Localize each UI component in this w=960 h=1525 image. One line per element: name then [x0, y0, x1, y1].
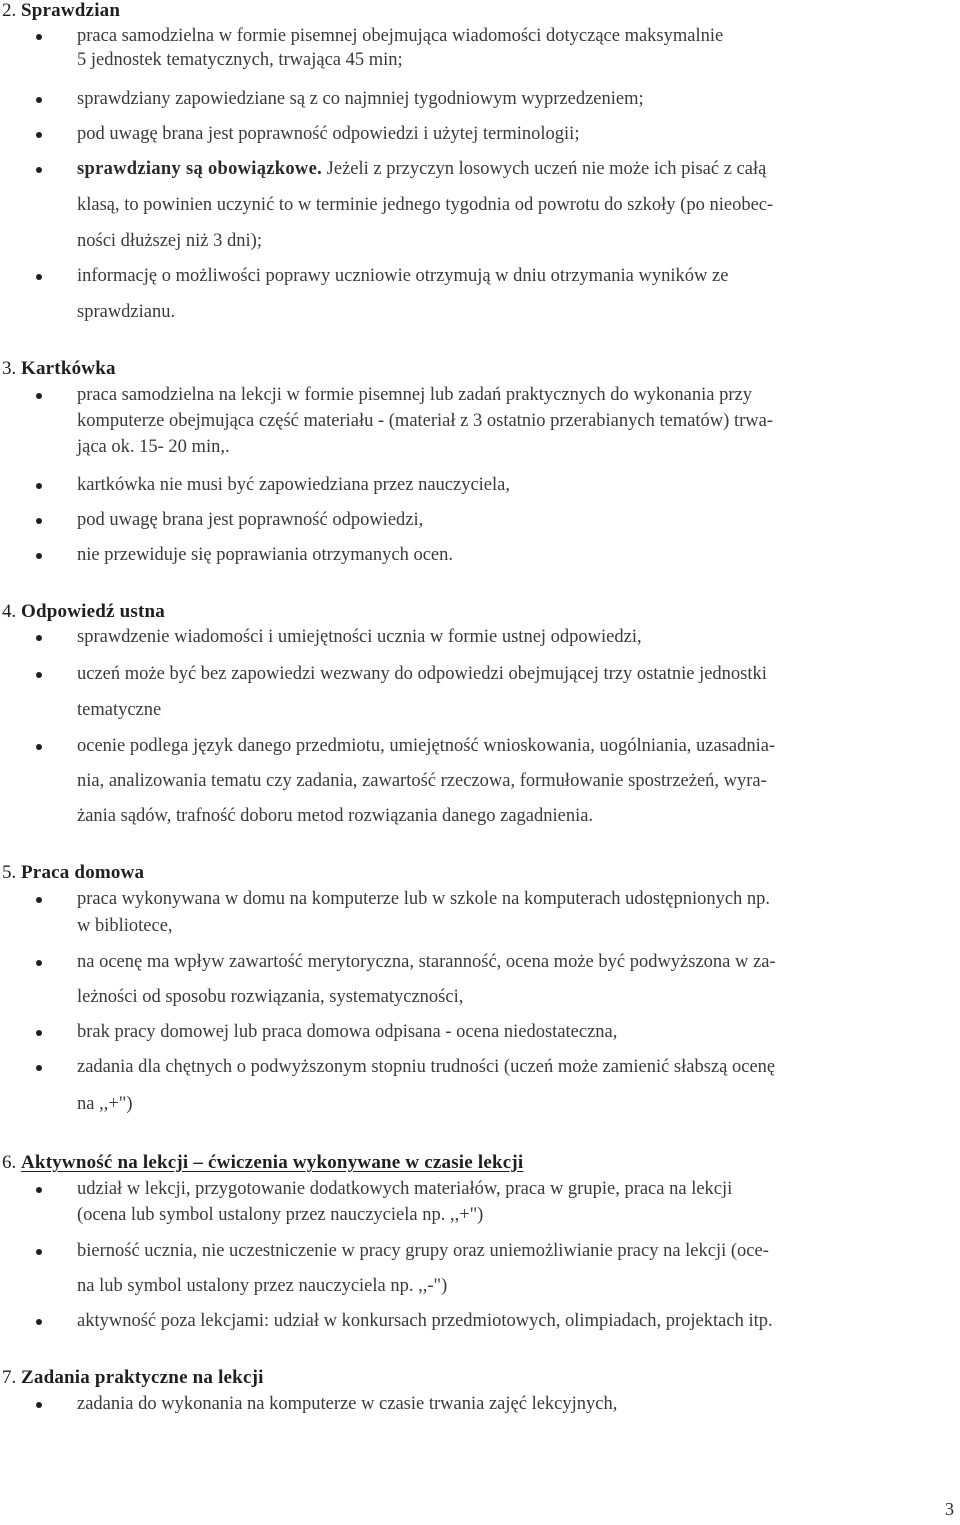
item-line: praca wykonywana w domu na komputerze lub w szkole na komputerach udostępnionych np.	[77, 889, 771, 909]
item-line: sprawdzianu.	[77, 302, 176, 322]
section-heading-zadania-praktyczne	[2, 1367, 264, 1389]
item-line: w bibliotece,	[77, 916, 173, 936]
bullet-icon	[36, 34, 42, 40]
bullet-icon	[36, 672, 42, 678]
item-line: sprawdzenie wiadomości i umiejętności ucznia w formie ustnej odpowiedzi,	[77, 627, 642, 647]
bullet-icon	[36, 553, 42, 559]
page-number: 3	[945, 1499, 954, 1519]
bullet-icon	[36, 97, 42, 103]
section-number: 5.	[2, 862, 17, 883]
bullet-icon	[36, 393, 42, 399]
section-heading-kartkowka	[2, 358, 116, 380]
item-line: kartkówka nie musi być zapowiedziana przez nauczyciela,	[77, 475, 510, 495]
bullet-icon	[36, 1030, 42, 1036]
item-line: jąca ok. 15- 20 min,.	[77, 437, 230, 457]
section-heading-praca-domowa	[2, 862, 144, 884]
bullet-icon	[36, 274, 42, 280]
item-line	[77, 159, 766, 180]
section-heading-odpowiedz-ustna	[2, 601, 165, 623]
item-line: ocenie podlega język danego przedmiotu, umiejętność wnioskowania, uogólniania, uzasadnia-	[77, 736, 776, 756]
section-number: 7.	[2, 1367, 17, 1388]
item-line: praca samodzielna na lekcji w formie pisemnej lub zadań praktycznych do wykonania przy	[77, 385, 752, 405]
item-line: tematyczne	[77, 700, 162, 720]
bullet-icon	[36, 635, 42, 641]
item-line: klasą, to powinien uczynić to w terminie jednego tygodnia od powrotu do szkoły (po nieobec-	[77, 195, 774, 215]
item-line: aktywność poza lekcjami: udział w konkursach przedmiotowych, olimpiadach, projektach itp.	[77, 1311, 773, 1331]
item-line: bierność ucznia, nie uczestniczenie w pracy grupy oraz uniemożliwianie pracy na lekcji (oce-	[77, 1241, 769, 1261]
item-line-rest: Jeżeli z przyczyn losowych uczeń nie może ich pisać z całą	[322, 159, 767, 179]
item-line: udział w lekcji, przygotowanie dodatkowych materiałów, praca w grupie, praca na lekcji	[77, 1179, 733, 1199]
item-line: na lub symbol ustalony przez nauczyciela np. ,,-")	[77, 1276, 448, 1296]
section-title: Kartkówka	[21, 358, 116, 379]
bullet-icon	[36, 1402, 42, 1408]
item-line: uczeń może być bez zapowiedzi wezwany do odpowiedzi obejmującej trzy ostatnie jednostki	[77, 664, 767, 684]
section-number: 3.	[2, 358, 17, 379]
bullet-icon	[36, 960, 42, 966]
item-line: nie przewiduje się poprawiania otrzymanych ocen.	[77, 545, 454, 565]
bold-lead: sprawdziany są obowiązkowe.	[77, 159, 323, 179]
item-line: pod uwagę brana jest poprawność odpowiedzi,	[77, 510, 424, 530]
section-number: 2.	[2, 0, 17, 21]
bullet-icon	[36, 167, 42, 173]
item-line: komputerze obejmująca część materiału - (materiał z 3 ostatnio przerabianych tematów) trwa-	[77, 411, 773, 431]
bullet-icon	[36, 897, 42, 903]
item-line: sprawdziany zapowiedziane są z co najmniej tygodniowym wyprzedzeniem;	[77, 89, 644, 109]
section-title: Odpowiedź ustna	[21, 601, 165, 622]
section-heading-aktywnosc	[2, 1152, 523, 1174]
item-line: nia, analizowania tematu czy zadania, zawartość rzeczowa, formułowanie spostrzeżeń, wyra-	[77, 771, 767, 791]
bullet-icon	[36, 1065, 42, 1071]
bullet-icon	[36, 1319, 42, 1325]
item-line: zadania dla chętnych o podwyższonym stopniu trudności (uczeń może zamienić słabszą ocenę	[77, 1057, 776, 1077]
section-number: 4.	[2, 601, 17, 622]
section-title: Sprawdzian	[21, 0, 121, 21]
item-line: praca samodzielna w formie pisemnej obejmująca wiadomości dotyczące maksymalnie	[77, 26, 724, 46]
item-line: brak pracy domowej lub praca domowa odpisana - ocena niedostateczna,	[77, 1022, 618, 1042]
section-title: Aktywność na lekcji – ćwiczenia wykonywane w czasie lekcji	[21, 1152, 524, 1173]
bullet-icon	[36, 483, 42, 489]
item-line: na ,,+")	[77, 1094, 133, 1114]
bullet-icon	[36, 1249, 42, 1255]
section-title: Zadania praktyczne na lekcji	[21, 1367, 264, 1388]
item-line: ności dłuższej niż 3 dni);	[77, 231, 262, 251]
bullet-icon	[36, 744, 42, 750]
item-line: informację o możliwości poprawy uczniowie otrzymują w dniu otrzymania wyników ze	[77, 266, 729, 286]
section-number: 6.	[2, 1152, 17, 1173]
item-line: na ocenę ma wpływ zawartość merytoryczna, staranność, ocena może być podwyższona w za-	[77, 952, 776, 972]
item-line: 5 jednostek tematycznych, trwająca 45 min;	[77, 50, 403, 70]
item-line: (ocena lub symbol ustalony przez nauczyciela np. ,,+")	[77, 1205, 484, 1225]
item-line: leżności od sposobu rozwiązania, systematyczności,	[77, 987, 464, 1007]
section-heading-sprawdzian	[2, 0, 120, 22]
item-line: zadania do wykonania na komputerze w czasie trwania zajęć lekcyjnych,	[77, 1394, 618, 1414]
bullet-icon	[36, 132, 42, 138]
item-line: żania sądów, trafność doboru metod rozwiązania danego zagadnienia.	[77, 806, 594, 826]
bullet-icon	[36, 518, 42, 524]
item-line: pod uwagę brana jest poprawność odpowiedzi i użytej terminologii;	[77, 124, 580, 144]
bullet-icon	[36, 1187, 42, 1193]
section-title: Praca domowa	[21, 862, 145, 883]
